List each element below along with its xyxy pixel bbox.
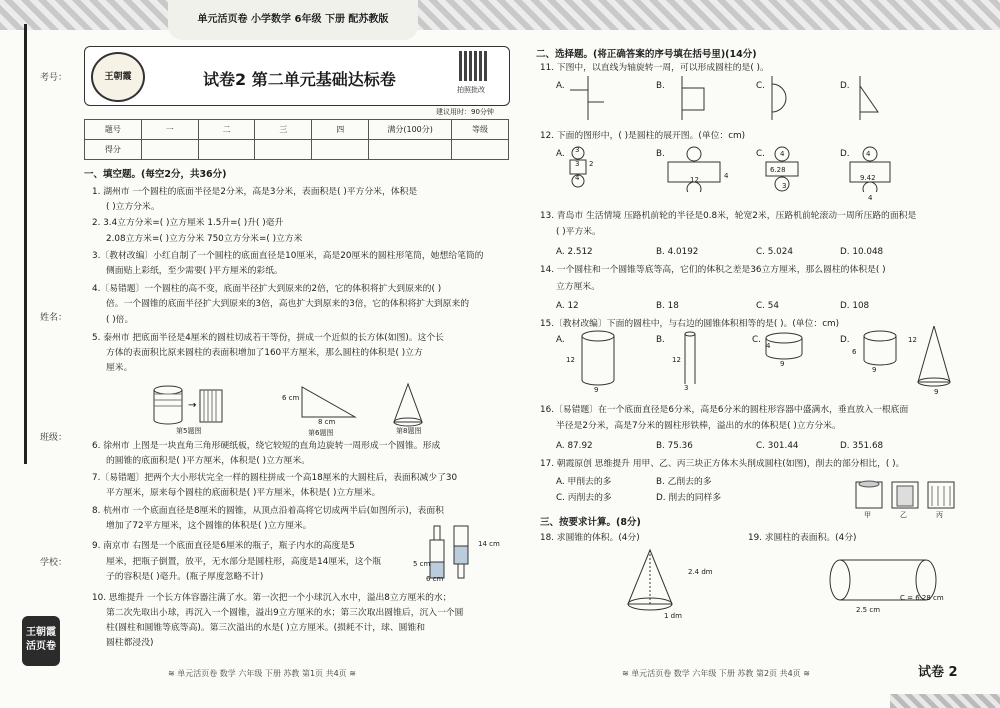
option: B. 4.0192 <box>656 247 699 257</box>
fig6-caption: 第6题图 <box>308 429 334 437</box>
q12-value: 4 <box>575 174 580 182</box>
q12-option: D. <box>840 149 850 159</box>
question-line: 倍。一个圆锥的底面半径扩大到原来的3倍，高也扩大到原来的3倍，它的体积将扩大到原来的 <box>106 299 470 309</box>
q12-value: 4 <box>724 172 729 180</box>
q6-triangle-figure <box>302 387 355 417</box>
school-label: 学校： <box>40 558 68 568</box>
question-line: 14. 一个圆柱和一个圆锥等底等高，它们的体积之差是36立方厘米，那么圆柱的体积是( ) <box>540 265 886 275</box>
question-line: 9. 南京市 右图是一个底面直径是6厘米的瓶子，瓶子内水的高度是5 <box>92 541 355 551</box>
fig6-height: 6 cm <box>282 394 300 402</box>
score-header: 四 <box>312 120 369 140</box>
score-cell[interactable] <box>255 140 312 160</box>
option: D. 108 <box>840 301 870 311</box>
q12-value: 3 <box>575 146 580 154</box>
q12-value: 4 <box>780 150 785 158</box>
score-cell[interactable] <box>452 140 509 160</box>
question-line: 15.〔教材改编〕下面的圆柱中，与右边的圆锥体积相等的是( )。(单位：cm) <box>540 319 840 329</box>
option: C. 5.024 <box>756 247 793 257</box>
question-line: 厘米。 <box>106 363 133 373</box>
question-line: 13. 青岛市 生活情境 压路机前轮的半径是0.8米，轮宽2米，压路机前轮滚动一周所压路的面积是 <box>540 211 917 221</box>
q15-value: 9 <box>872 366 877 374</box>
q18-text: 18. 求圆锥的体积。(4分) <box>540 533 640 543</box>
question-line: 4.〔易错题〕一个圆柱的高不变，底面半径扩大到原来的2倍，它的体积将扩大到原来的( ) <box>92 284 442 294</box>
brand-logo: 王朝霞 活页卷 <box>22 616 60 666</box>
q17-option: D. 削去的同样多 <box>656 493 722 503</box>
question-line: ( )平方米。 <box>556 227 601 237</box>
page-title: 试卷2 第二单元基础达标卷 <box>203 70 396 89</box>
question-line: 12. 下面的图形中，( )是圆柱的展开图。(单位：cm) <box>540 131 746 141</box>
section-3-title: 三、按要求计算。(8分) <box>540 517 641 528</box>
section-1-title: 一、填空题。(每空2分，共36分) <box>84 169 227 180</box>
bottom-stripe <box>890 694 1000 708</box>
qr-label: 拍照批改 <box>457 86 485 94</box>
q17-option: B. 乙削去的多 <box>656 477 712 487</box>
q15-option: D. <box>840 335 850 345</box>
svg-text:→: → <box>188 400 197 411</box>
q17-cube-label: 乙 <box>900 511 907 519</box>
question-line: ( )立方分米。 <box>106 202 160 212</box>
section-2-title: 二、选择题。(将正确答案的序号填在括号里)(14分) <box>536 49 757 60</box>
question-line: 增加了72平方厘米，这个圆锥的体积是( )立方厘米。 <box>106 521 312 531</box>
question-line: 方体的表面积比原来圆柱的表面积增加了160平方厘米，那么圆柱的体积是( )立方 <box>106 348 423 358</box>
option: C. 301.44 <box>756 441 799 451</box>
option: C. 54 <box>756 301 779 311</box>
question-line: 16.〔易错题〕在一个底面直径是6分米，高是6分米的圆柱形容器中盛满水，垂直放入一根底面 <box>540 405 909 415</box>
q15-value: 9 <box>934 388 939 396</box>
question-line: 5. 泰州市 把底面半径是4厘米的圆柱切成若干等份，拼成一个近似的长方体(如图)。这个长 <box>92 333 444 343</box>
question-line: 半径是2分米，高是7分米的圆柱形铁棒，溢出的水的体积是( )立方分米。 <box>556 421 841 431</box>
exam-no-label: 考号： <box>40 73 68 83</box>
fig8-caption: 第8题图 <box>396 427 422 435</box>
score-cell[interactable] <box>198 140 255 160</box>
q12-value: 9.42 <box>860 174 876 182</box>
left-footer: ≋ 单元活页卷 数学 六年级 下册 苏教 第1页 共4页 ≋ <box>168 669 356 678</box>
q12-value: 3 <box>575 160 580 168</box>
q15-value: 12 <box>566 356 575 364</box>
score-cell[interactable] <box>312 140 369 160</box>
binding-line <box>24 24 27 464</box>
q9-water-5: 5 cm <box>413 560 431 568</box>
score-header: 三 <box>255 120 312 140</box>
option: D. 351.68 <box>840 441 884 451</box>
question-line: 的圆锥的底面积是( )平方厘米，体积是( )立方厘米。 <box>106 456 311 466</box>
q12-option: A. <box>556 149 565 159</box>
question-line: 3.〔教材改编〕小红自制了一个圆柱的底面直径是10厘米，高是20厘米的圆柱形笔筒，她想给笔筒的 <box>92 251 484 261</box>
option: A. 87.92 <box>556 441 593 451</box>
right-footer: ≋ 单元活页卷 数学 六年级 下册 苏教 第2页 共4页 ≋ <box>622 669 810 678</box>
question-line: 8. 杭州市 一个底面直径是8厘米的圆锥，从顶点沿着高将它切成两半后(如图所示)，表面积 <box>92 506 444 516</box>
option: B. 18 <box>656 301 679 311</box>
question-line: 柱(圆柱和圆锥等底等高)。第三次溢出的水是( )立方厘米。(损耗不计，球、圆锥和 <box>106 623 426 633</box>
header-banner: 单元活页卷 小学数学 6年级 下册 配苏教版 <box>168 0 418 40</box>
q19-text: 19. 求圆柱的表面积。(4分) <box>748 533 857 543</box>
page-badge: 试卷 2 <box>918 665 958 680</box>
q17-option: A. 甲削去的多 <box>556 477 612 487</box>
q12-value: 2 <box>589 160 594 168</box>
question-line: 立方厘米。 <box>556 282 600 292</box>
q11-figures <box>560 76 940 122</box>
score-cell[interactable] <box>141 140 198 160</box>
q8-cone-figure <box>394 384 422 426</box>
question-line: 厘米，把瓶子倒置，放平，无水部分是圆柱形，高度是14厘米，这个瓶 <box>106 557 382 567</box>
q9-bottle-figure <box>418 522 488 580</box>
question-line: 11. 下图中，以直线为轴旋转一周，可以形成圆柱的是( )。 <box>540 63 769 73</box>
q19-length: 2.5 cm <box>856 606 881 614</box>
option: A. 2.512 <box>556 247 593 257</box>
suggested-time: 建议用时：90分钟 <box>436 108 494 116</box>
title-box <box>84 46 510 106</box>
q15-value: 9 <box>780 360 785 368</box>
q12-value: 12 <box>690 176 699 184</box>
score-header: 题号 <box>85 120 142 140</box>
q15-option: B. <box>656 335 665 345</box>
q17-cube-figures <box>852 476 962 512</box>
question-line: ( )倍。 <box>106 315 134 325</box>
question-line: 平方厘米，原来每个圆柱的底面积是( )平方厘米，体积是( )立方厘米。 <box>106 488 381 498</box>
q15-option: C. <box>752 335 761 345</box>
q12-value: 4 <box>868 194 873 202</box>
q11-option: B. <box>656 81 665 91</box>
q12-option: B. <box>656 149 665 159</box>
q18-height: 2.4 dm <box>688 568 713 576</box>
q11-option: A. <box>556 81 565 91</box>
option: B. 75.36 <box>656 441 693 451</box>
q19-circumference: C = 6.28 cm <box>900 594 944 602</box>
qr-code-icon[interactable] <box>459 51 489 81</box>
q15-value: 12 <box>908 336 917 344</box>
question-line: 17. 朝霞原创 思维提升 用甲、乙、丙三块正方体木头削成圆柱(如图)，削去的部分相比，( )。 <box>540 459 905 469</box>
class-label: 班级： <box>40 433 68 443</box>
top-stripe <box>0 0 1000 30</box>
q15-value: 9 <box>594 386 599 394</box>
score-header: 二 <box>198 120 255 140</box>
question-line: 10. 思维提升 一个长方体容器注满了水。第一次把一个小球沉入水中，溢出8立方厘米的水； <box>92 593 452 603</box>
fig6-base: 8 cm <box>318 418 336 426</box>
q9-diameter-6: 6 cm <box>426 575 444 583</box>
q17-cube-label: 丙 <box>936 511 943 519</box>
q15-value: 3 <box>684 384 689 392</box>
score-header: 一 <box>141 120 198 140</box>
question-line: 2. 3.4立方分米=( )立方厘米 1.5升=( )升( )毫升 <box>92 218 284 228</box>
q17-option: C. 丙削去的多 <box>556 493 612 503</box>
q15-value: 12 <box>672 356 681 364</box>
question-line: 1. 湖州市 一个圆柱的底面半径是2分米，高是3分米，表面积是( )平方分米，体积是 <box>92 187 418 197</box>
publisher-logo: 王朝霞 <box>91 52 145 102</box>
question-line: 子的容积是( )毫升。(瓶子厚度忽略不计) <box>106 572 264 582</box>
question-line: 7.〔易错题〕把两个大小形状完全一样的圆柱拼成一个高18厘米的大圆柱后，表面积减少了30 <box>92 473 458 483</box>
name-label: 姓名： <box>40 313 68 323</box>
figures-5-6-8 <box>150 382 480 452</box>
q11-option: D. <box>840 81 850 91</box>
q15-value: 6 <box>852 348 857 356</box>
q12-value: 4 <box>866 150 871 158</box>
option: A. 12 <box>556 301 579 311</box>
fig5-caption: 第5题图 <box>176 427 202 435</box>
q15-option: A. <box>556 335 565 345</box>
question-line: 圆柱都浸没) <box>106 638 154 648</box>
q18-radius: 1 dm <box>664 612 682 620</box>
score-header: 等级 <box>452 120 509 140</box>
q18-cone-figure <box>610 548 700 618</box>
question-line: 6. 徐州市 上图是一块直角三角形硬纸板，绕它较短的直角边旋转一周形成一个圆锥。形成 <box>92 441 441 451</box>
question-line: 第二次先取出小球，再沉入一个圆锥，溢出9立方厘米的水；第三次取出圆锥后，沉入一个圆 <box>106 608 464 618</box>
q11-option: C. <box>756 81 765 91</box>
score-label: 得分 <box>85 140 142 160</box>
q12-value: 6.28 <box>770 166 786 174</box>
q5-cylinder-figure <box>154 386 222 424</box>
q9-height-14: 14 cm <box>478 540 500 548</box>
q12-option: C. <box>756 149 765 159</box>
q17-cube-label: 甲 <box>864 511 871 519</box>
q15-value: 4 <box>766 342 771 350</box>
score-table <box>84 119 509 160</box>
q12-value: 3 <box>782 182 787 190</box>
option: D. 10.048 <box>840 247 884 257</box>
question-line: 2.08立方米=( )立方分米 750立方分米=( )立方米 <box>106 234 303 244</box>
score-header: 满分(100分) <box>369 120 452 140</box>
score-cell[interactable] <box>369 140 452 160</box>
question-line: 侧面贴上彩纸，至少需要( )平方厘米的彩纸。 <box>106 266 283 276</box>
